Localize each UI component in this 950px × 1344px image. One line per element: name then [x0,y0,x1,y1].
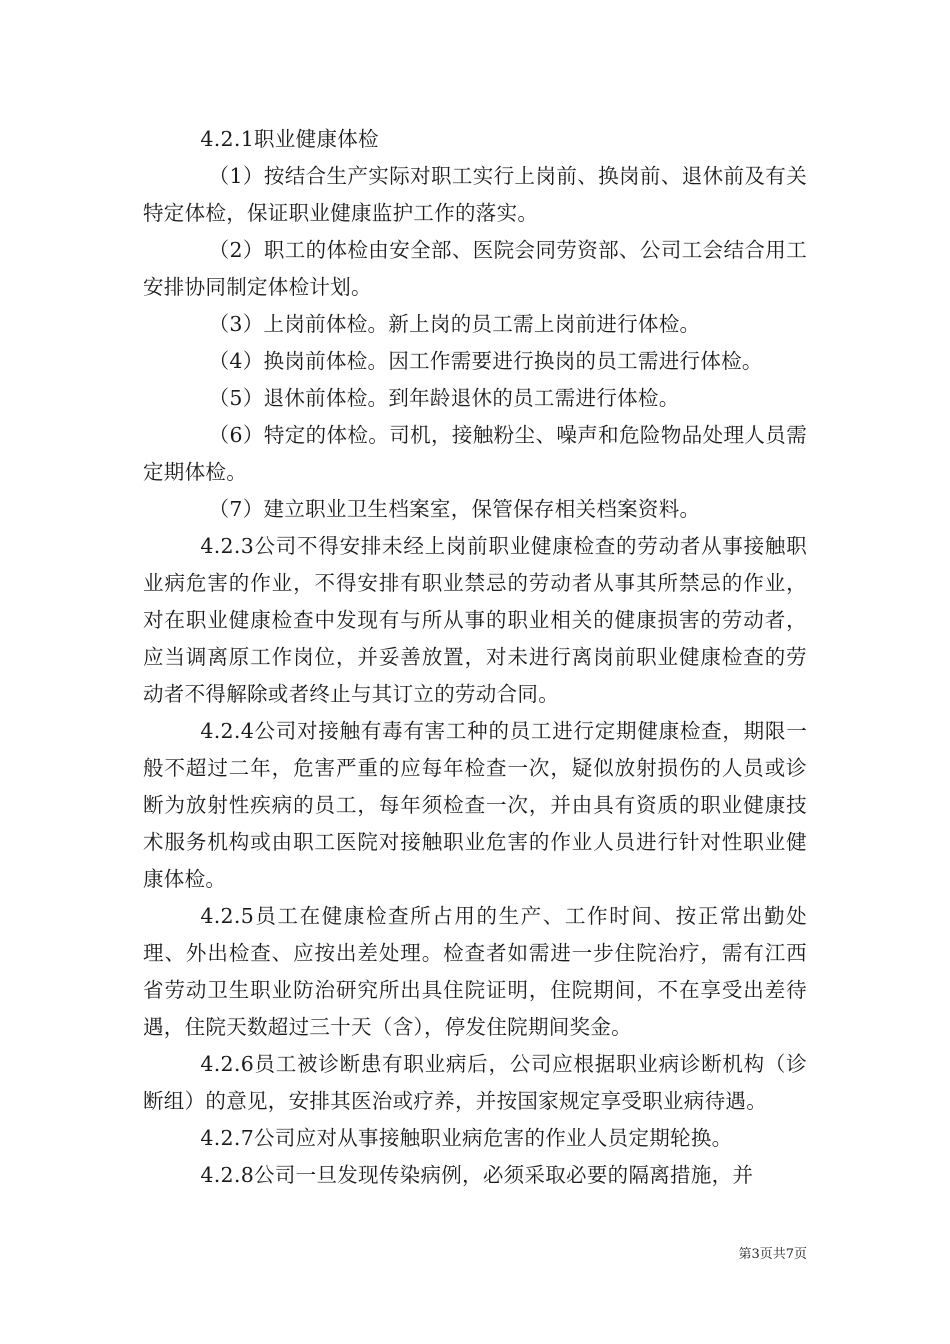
document-body [143,121,807,1194]
list-item-3: （3）上岗前体检。新上岗的员工需上岗前进行体检。 [208,312,701,336]
clause-4-2-3: 4.2.3公司不得安排未经上岗前职业健康检查的劳动者从事接触职业病危害的作业，不得安排有职业禁忌的劳动者从事其所禁忌的作业，对在职业健康检查中发现有与所从事的职业相关的健康损害的劳动者，应当调离原工作岗位，并妥善放置，对未进行离岗前职业健康检查的劳动者不得解除或者终止与其订立的劳动合同。 [143,534,807,706]
list-item-2: （2）职工的体检由安全部、医院会同劳资部、公司工会结合用工安排协同制定体检计划。 [143,238,807,299]
clause-4-2-7: 4.2.7公司应对从事接触职业病危害的作业人员定期轮换。 [200,1126,733,1150]
list-item-6: （6）特定的体检。司机，接触粉尘、噪声和危险物品处理人员需定期体检。 [143,423,807,484]
clause-4-2-6: 4.2.6员工被诊断患有职业病后，公司应根据职业病诊断机构（诊断组）的意见，安排其医治或疗养，并按国家规定享受职业病待遇。 [143,1052,807,1113]
clause-4-2-5: 4.2.5员工在健康检查所占用的生产、工作时间、按正常出勤处理、外出检查、应按出差处理。检查者如需进一步住院治疗，需有江西省劳动卫生职业防治研究所出具住院证明，住院期间，不在享受出差待遇，住院天数超过三十天（含），停发住院期间奖金。 [143,904,807,1039]
list-item-1: （1）按结合生产实际对职工实行上岗前、换岗前、退休前及有关特定体检，保证职业健康监护工作的落实。 [143,164,807,225]
section-heading-4-2-1: 4.2.1职业健康体检 [200,127,379,151]
clause-4-2-4: 4.2.4公司对接触有毒有害工种的员工进行定期健康检查，期限一般不超过二年，危害严重的应每年检查一次，疑似放射损伤的人员或诊断为放射性疾病的员工，每年须检查一次，并由具有资质的职业健康技术服务机构或由职工医院对接触职业危害的作业人员进行针对性职业健康体检。 [143,719,807,891]
list-item-5: （5）退休前体检。到年龄退休的员工需进行体检。 [208,386,680,410]
list-item-4: （4）换岗前体检。因工作需要进行换岗的员工需进行体检。 [208,349,763,373]
page-number-footer: 第3页共7页 [738,1247,807,1262]
clause-4-2-8: 4.2.8公司一旦发现传染病例，必须采取必要的隔离措施，并 [200,1163,754,1187]
list-item-7: （7）建立职业卫生档案室，保管保存相关档案资料。 [208,497,701,521]
